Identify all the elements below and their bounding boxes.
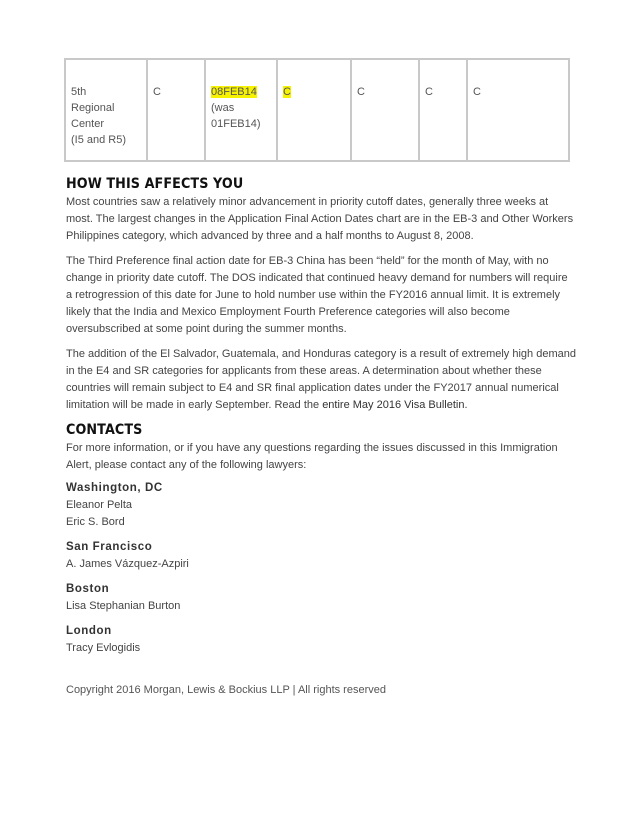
cell-value: C xyxy=(425,86,433,98)
table-cell xyxy=(277,59,351,161)
table-cell xyxy=(419,59,467,161)
highlighted-date: 08FEB14 xyxy=(211,86,257,98)
cell-value: C xyxy=(357,86,365,98)
visa-bulletin-table xyxy=(64,58,570,162)
office-city: London xyxy=(66,625,112,637)
cell-value: C xyxy=(473,86,481,98)
lawyer-name: A. James Vázquez-Azpiri xyxy=(66,558,189,570)
previous-date-line: 01FEB14) xyxy=(211,118,261,130)
lawyer-name: Tracy Evlogidis xyxy=(66,642,141,654)
contacts-intro: For more information, or if you have any questions regarding the issues discussed in this Immigration Alert, please contact any of the following lawyers: xyxy=(66,442,558,471)
office-city: Boston xyxy=(66,583,110,595)
affects-heading: HOW THIS AFFECTS YOU xyxy=(66,176,244,192)
category-line: Center xyxy=(71,118,105,130)
lawyer-name: Lisa Stephanian Burton xyxy=(66,600,181,612)
table-row xyxy=(65,59,569,161)
table-cell xyxy=(351,59,419,161)
lawyer-name: Eleanor Pelta xyxy=(66,499,133,511)
paragraph: Most countries saw a relatively minor advancement in priority cutoff dates, generally three weeks at most. The largest changes in the Application Final Action Dates chart are in the EB-3 and Other Workers Philippines category, which advanced by three and a half months to August 8, 2008. xyxy=(66,196,574,242)
paragraph-text: The addition of the El Salvador, Guatemala, and Honduras category is a result of extremely high demand in the E4 and SR categories for applicants from these areas. A determination about whether these countries will remain subject to E4 and SR final application dates under the FY2017 annual numerical limitation will be made in early September. Read the xyxy=(66,348,576,411)
visa-bulletin-link[interactable]: entire May 2016 Visa Bulletin xyxy=(322,399,465,411)
category-line: 5th xyxy=(71,86,87,98)
category-line: (I5 and R5) xyxy=(71,134,127,146)
lawyer-name: Eric S. Bord xyxy=(66,516,125,528)
office-city: Washington, DC xyxy=(66,482,163,494)
table-cell xyxy=(147,59,205,161)
category-cell xyxy=(65,59,147,161)
paragraph-end: . xyxy=(464,399,468,411)
previous-date-line: (was xyxy=(211,102,235,114)
highlighted-value: C xyxy=(283,86,291,98)
copyright-text: Copyright 2016 Morgan, Lewis & Bockius LLP | All rights reserved xyxy=(66,684,386,696)
paragraph: The Third Preference final action date for EB-3 China has been “held” for the month of May, with no change in priority date cutoff. The DOS indicated that continued heavy demand for numbers will require a retrogression of this date for June to hold number use within the FY2016 annual limit. It is extremely likely that the India and Mexico Employment Fourth Preference categories will also become oversubscribed at some point during the summer months. xyxy=(66,255,568,335)
category-line: Regional xyxy=(71,102,115,114)
paragraph xyxy=(66,346,576,414)
affects-section xyxy=(66,194,576,422)
contacts-heading: CONTACTS xyxy=(66,422,143,438)
cell-value: C xyxy=(153,86,161,98)
table-cell xyxy=(205,59,277,161)
contacts-section xyxy=(66,440,576,657)
office-city: San Francisco xyxy=(66,541,153,553)
table-cell xyxy=(467,59,569,161)
